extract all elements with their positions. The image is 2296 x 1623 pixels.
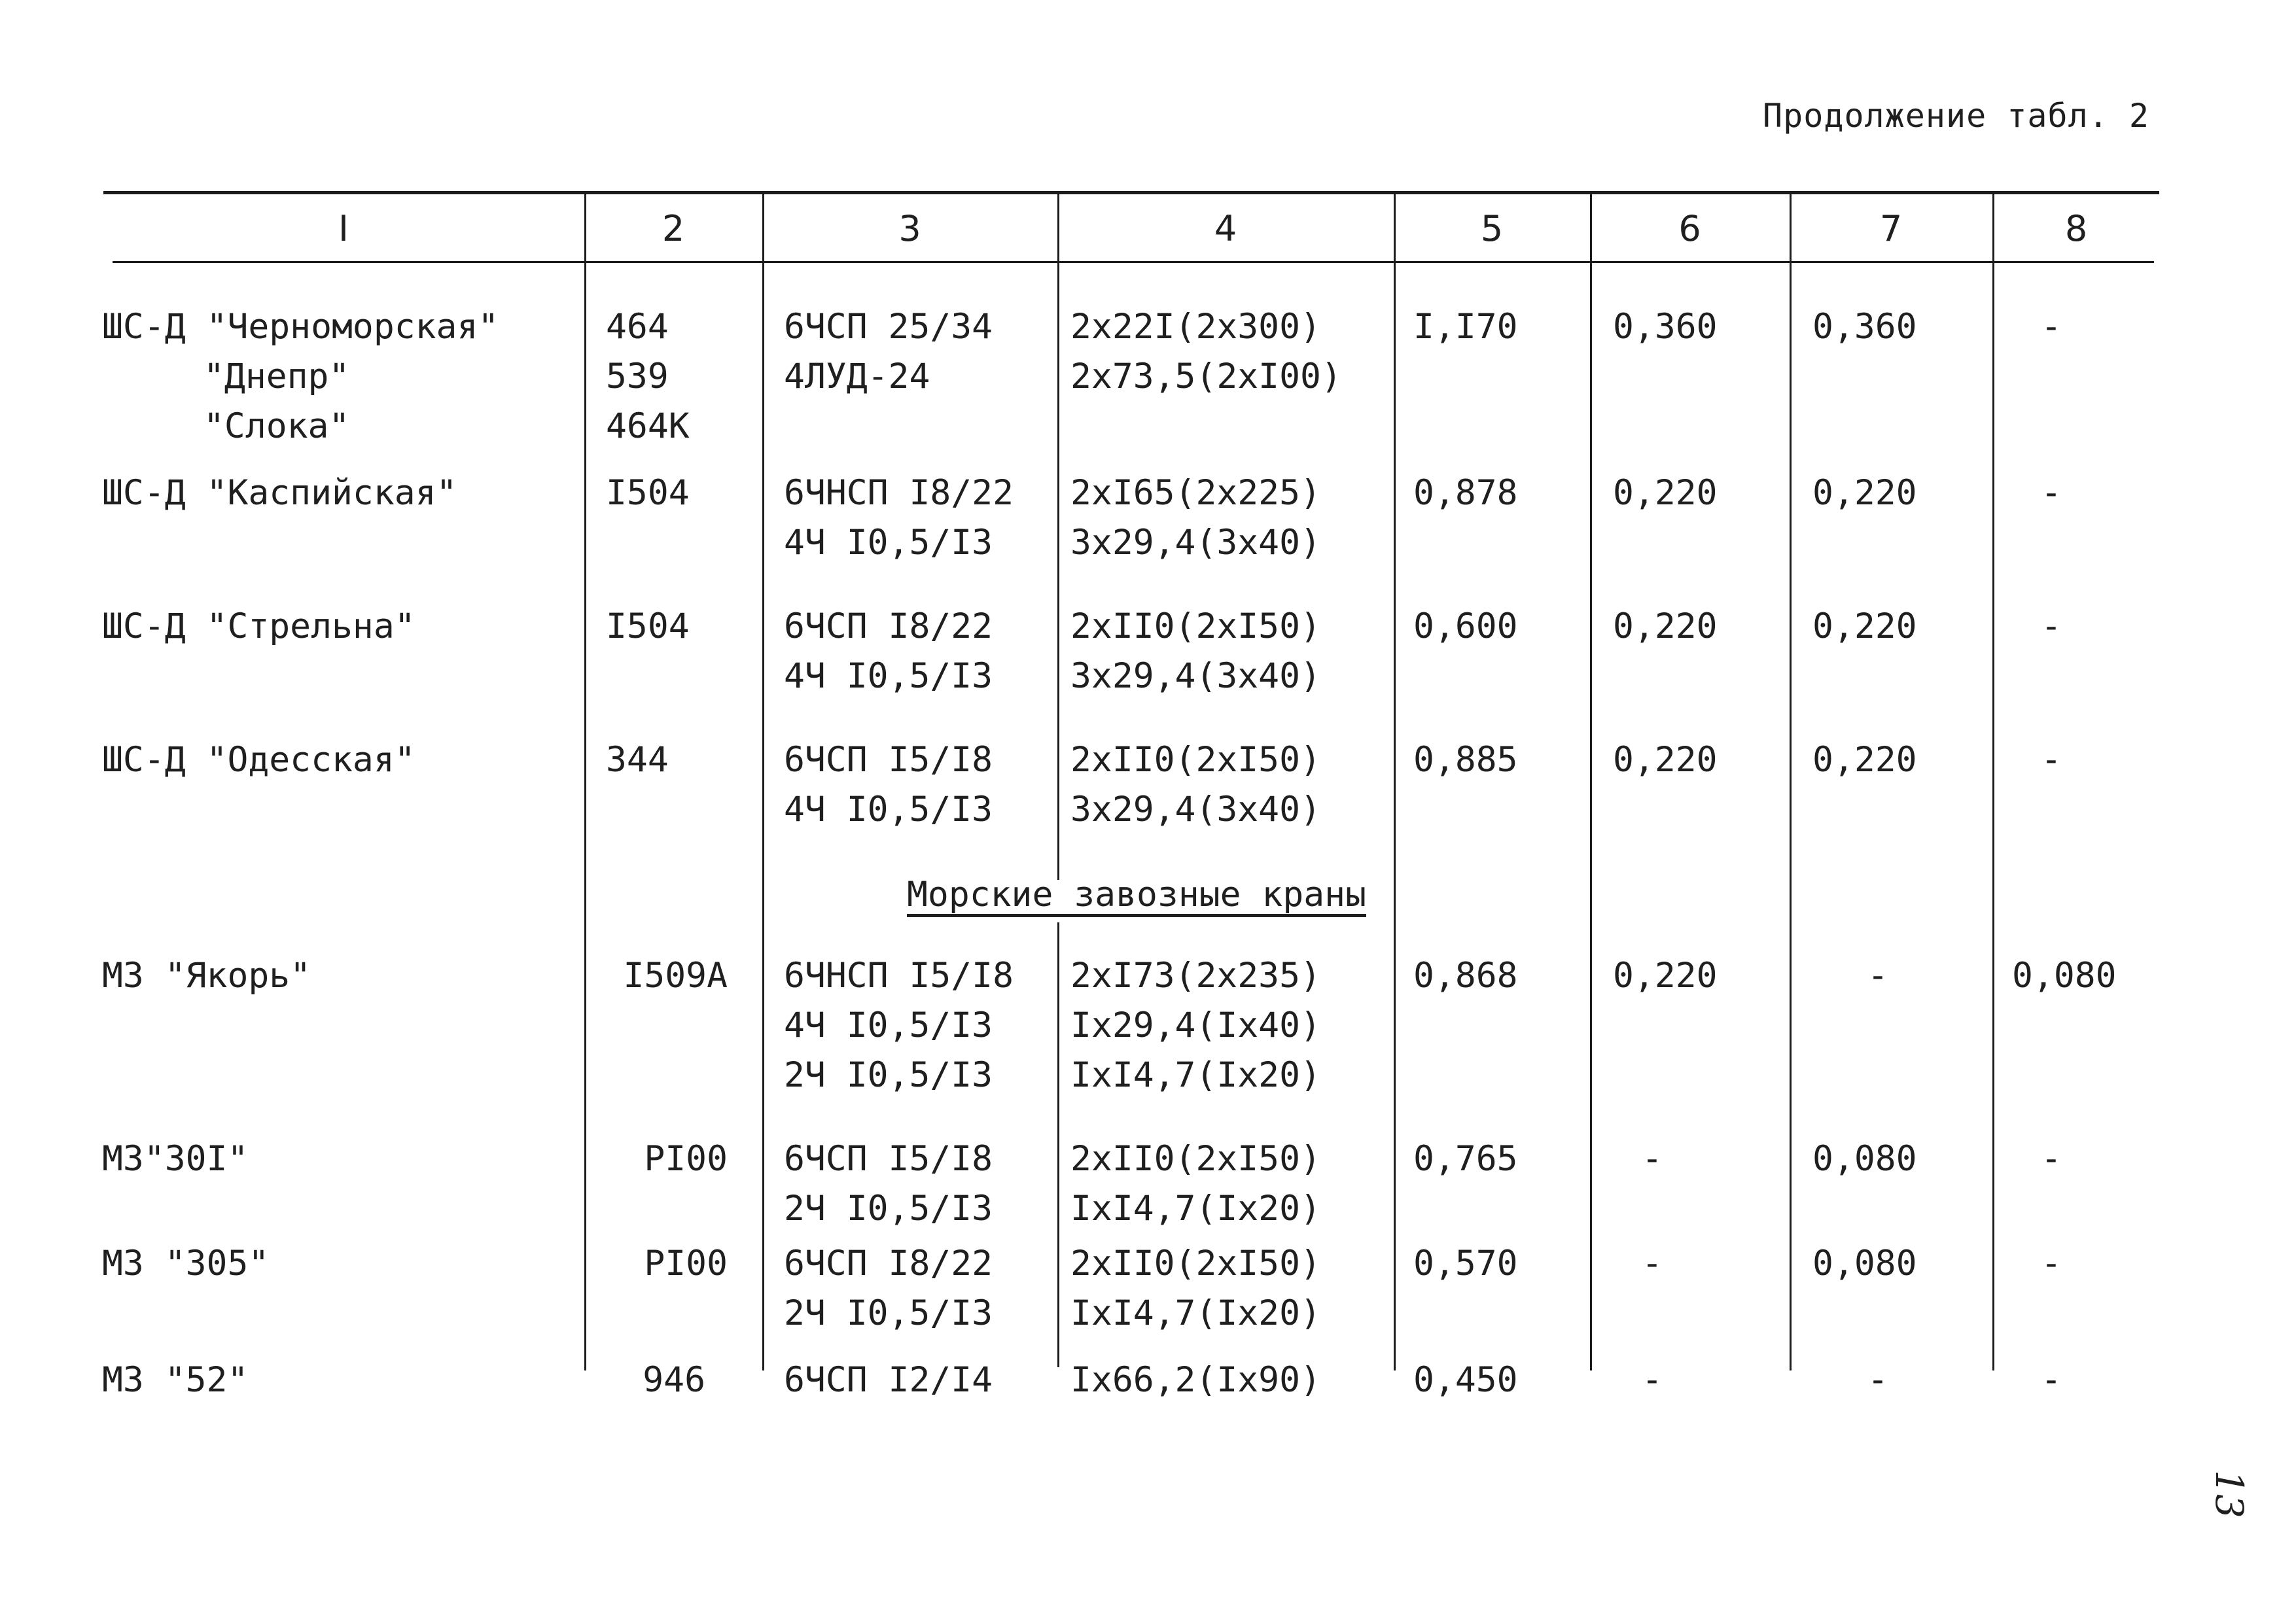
row-8-col-6: - xyxy=(1642,1360,1663,1400)
row-6-col-4: 2хII0(2хI50) IхI4,7(Iх20) xyxy=(1070,1139,1321,1229)
row-4-col-4: 2хII0(2хI50) 3х29,4(3х40) xyxy=(1070,740,1321,829)
row-6-col-7: 0,080 xyxy=(1812,1139,1917,1179)
row-3-name: ШС-Д "Стрельна" xyxy=(102,606,415,646)
row-1-col-7: 0,360 xyxy=(1812,307,1917,347)
header-col-3: 3 xyxy=(898,208,921,249)
row-4-col-3: 6ЧСП I5/I8 4Ч I0,5/I3 xyxy=(784,740,993,829)
row-6-col-6: - xyxy=(1642,1139,1663,1179)
column-divider xyxy=(1590,193,1592,1370)
header-col-4: 4 xyxy=(1214,208,1237,249)
row-3-col-3: 6ЧСП I8/22 4Ч I0,5/I3 xyxy=(784,606,993,696)
row-7-col-3: 6ЧСП I8/22 2Ч I0,5/I3 xyxy=(784,1244,993,1333)
row-1-col-2: 464 539 464К xyxy=(606,307,690,446)
column-divider xyxy=(1394,193,1396,1370)
column-divider xyxy=(762,193,764,1370)
header-col-7: 7 xyxy=(1879,208,1903,249)
page-number: 13 xyxy=(2206,1470,2252,1518)
row-2-col-2: I504 xyxy=(606,473,690,513)
row-8-col-7: - xyxy=(1867,1360,1888,1400)
row-5-col-6: 0,220 xyxy=(1613,956,1718,996)
row-4-col-8: - xyxy=(2041,740,2062,780)
row-2-col-7: 0,220 xyxy=(1812,473,1917,513)
row-3-col-6: 0,220 xyxy=(1613,606,1718,646)
column-divider xyxy=(1057,922,1059,1367)
row-7-col-4: 2хII0(2хI50) IхI4,7(Iх20) xyxy=(1070,1244,1321,1333)
row-7-col-6: - xyxy=(1642,1244,1663,1283)
row-1-name: ШС-Д "Черноморская" "Днепр" "Слока" xyxy=(102,307,499,446)
row-2-col-8: - xyxy=(2041,473,2062,513)
row-3-col-8: - xyxy=(2041,606,2062,646)
row-3-col-4: 2хII0(2хI50) 3х29,4(3х40) xyxy=(1070,606,1321,696)
row-1-col-8: - xyxy=(2041,307,2062,347)
row-1-col-5: I,I70 xyxy=(1413,307,1518,347)
row-2-name: ШС-Д "Каспийская" xyxy=(102,473,457,513)
row-8-col-3: 6ЧСП I2/I4 xyxy=(784,1360,993,1400)
row-8-col-5: 0,450 xyxy=(1413,1360,1518,1400)
row-3-col-2: I504 xyxy=(606,606,690,646)
column-divider xyxy=(1057,193,1059,880)
row-1-col-4: 2х22I(2х300) 2х73,5(2хI00) xyxy=(1070,307,1342,396)
header-col-8: 8 xyxy=(2064,208,2088,249)
section-heading: Морские завозные краны xyxy=(907,875,1366,915)
row-7-col-5: 0,570 xyxy=(1413,1244,1518,1283)
column-divider xyxy=(584,193,586,1370)
row-2-col-3: 6ЧНСП I8/22 4Ч I0,5/I3 xyxy=(784,473,1014,563)
row-5-col-7: - xyxy=(1867,956,1888,996)
row-7-col-2: РI00 xyxy=(644,1244,728,1283)
row-4-col-7: 0,220 xyxy=(1812,740,1917,780)
row-1-col-6: 0,360 xyxy=(1613,307,1718,347)
row-7-col-8: - xyxy=(2041,1244,2062,1283)
row-6-col-8: - xyxy=(2041,1139,2062,1179)
table-header-rule xyxy=(113,261,2154,263)
row-5-col-5: 0,868 xyxy=(1413,956,1518,996)
row-1-col-3: 6ЧСП 25/34 4ЛУД-24 xyxy=(784,307,993,396)
row-6-name: МЗ"30I" xyxy=(102,1139,249,1179)
row-6-col-3: 6ЧСП I5/I8 2Ч I0,5/I3 xyxy=(784,1139,993,1229)
row-8-col-4: Iх66,2(Iх90) xyxy=(1070,1360,1321,1400)
row-5-col-8: 0,080 xyxy=(2012,956,2117,996)
row-8-col-8: - xyxy=(2041,1360,2062,1400)
row-2-col-4: 2хI65(2х225) 3х29,4(3х40) xyxy=(1070,473,1321,563)
header-col-1: I xyxy=(338,208,349,249)
row-7-col-7: 0,080 xyxy=(1812,1244,1917,1283)
row-2-col-5: 0,878 xyxy=(1413,473,1518,513)
table-top-rule xyxy=(103,191,2159,194)
row-5-col-3: 6ЧНСП I5/I8 4Ч I0,5/I3 2Ч I0,5/I3 xyxy=(784,956,1014,1095)
header-col-5: 5 xyxy=(1480,208,1504,249)
row-8-name: МЗ "52" xyxy=(102,1360,249,1400)
column-divider xyxy=(1790,193,1792,1370)
row-5-col-4: 2хI73(2х235) Iх29,4(Iх40) IхI4,7(Iх20) xyxy=(1070,956,1321,1095)
row-4-col-5: 0,885 xyxy=(1413,740,1518,780)
row-4-name: ШС-Д "Одесская" xyxy=(102,740,415,780)
row-3-col-7: 0,220 xyxy=(1812,606,1917,646)
row-4-col-6: 0,220 xyxy=(1613,740,1718,780)
header-col-2: 2 xyxy=(662,208,685,249)
row-8-col-2: 946 xyxy=(643,1360,705,1400)
row-7-name: МЗ "305" xyxy=(102,1244,270,1283)
row-6-col-5: 0,765 xyxy=(1413,1139,1518,1179)
row-4-col-2: 344 xyxy=(606,740,669,780)
row-3-col-5: 0,600 xyxy=(1413,606,1518,646)
header-col-6: 6 xyxy=(1678,208,1701,249)
row-5-name: МЗ "Якорь" xyxy=(102,956,311,996)
row-6-col-2: РI00 xyxy=(644,1139,728,1179)
table-caption: Продолжение табл. 2 xyxy=(1763,97,2149,135)
row-5-col-2: I509А xyxy=(623,956,728,996)
row-2-col-6: 0,220 xyxy=(1613,473,1718,513)
column-divider xyxy=(1992,193,1994,1370)
